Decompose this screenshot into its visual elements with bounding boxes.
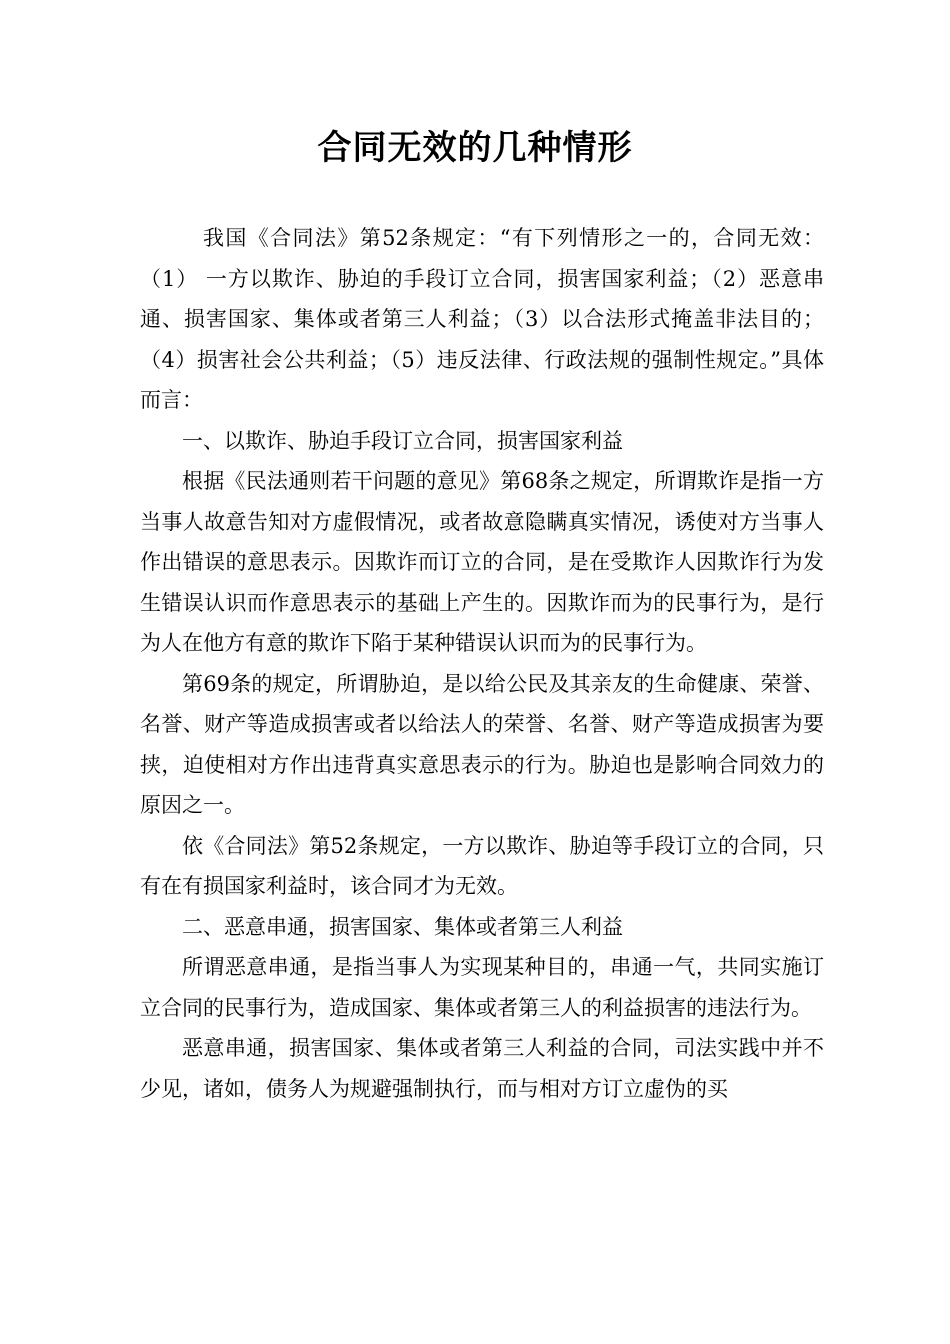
paragraph-fraud-definition: 根据《民法通则若干问题的意见》第68条之规定，所谓欺诈是指一方当事人故意告知对方虚假情况，或者故意隐瞒真实情况，诱使对方当事人作出错误的意思表示。因欺诈而订立的合同，是在受欺诈人因欺诈行为发生错误认识而作意思表示的基础上产生的。因欺诈而为的民事行为，是行为人在他方有意的欺诈下陷于某种错误认识而为的民事行为。 [140,469,824,655]
paragraph-intro: 我国《合同法》第52条规定：“有下列情形之一的，合同无效：（1） 一方以欺诈、胁迫的手段订立合同，损害国家利益；（2）恶意串通、损害国家、集体或者第三人利益；（3）以合法形式掩盖非法目的；（4）损害社会公共利益；（5）违反法律、行政法规的强制性规定。”具体而言： [140,226,824,412]
document-title: 合同无效的几种情形 [317,128,633,168]
section-heading-2: 二、恶意串通，损害国家、集体或者第三人利益 [182,914,623,939]
paragraph-collusion-definition: 所谓恶意串通，是指当事人为实现某种目的，串通一气，共同实施订立合同的民事行为，造成国家、集体或者第三人的利益损害的违法行为。 [140,955,824,1020]
paragraph-coercion-definition: 第69条的规定，所谓胁迫，是以给公民及其亲友的生命健康、荣誉、名誉、财产等造成损害或者以给法人的荣誉、名誉、财产等造成损害为要挟，迫使相对方作出违背真实意思表示的行为。胁迫也是影响合同效力的原因之一。 [140,671,824,817]
section-heading-1: 一、以欺诈、胁迫手段订立合同，损害国家利益 [182,428,623,453]
document-body [140,218,824,1109]
paragraph-article-52: 依《合同法》第52条规定，一方以欺诈、胁迫等手段订立的合同，只有在有损国家利益时，该合同才为无效。 [140,833,824,898]
paragraph-collusion-practice: 恶意串通，损害国家、集体或者第三人利益的合同，司法实践中并不少见，诸如，债务人为规避强制执行，而与相对方订立虚伪的买 [140,1036,824,1101]
